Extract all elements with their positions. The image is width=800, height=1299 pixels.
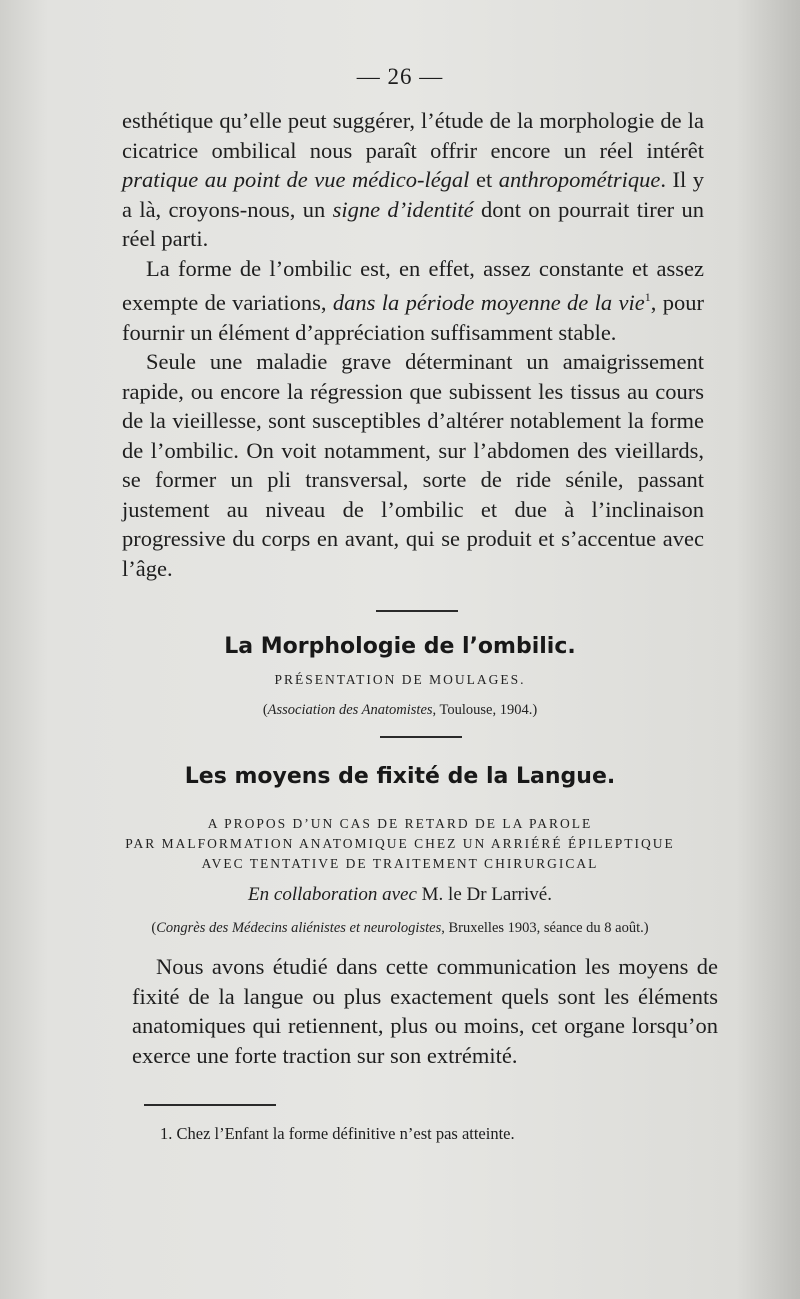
text-run: La forme de l’ombilic est, en effet, assez constante et assez exempte de variations, — [122, 255, 704, 315]
paragraph-1 — [122, 106, 704, 254]
italic-run: Congrès des Médecins aliénistes et neurologistes — [156, 920, 442, 936]
italic-run: pratique au point de vue médico-légal — [122, 167, 470, 192]
section-title-langue: Les moyens de fixité de la Langue. — [184, 764, 616, 789]
section-subtitle-line: AVEC TENTATIVE DE TRAITEMENT CHIRURGICAL — [201, 856, 599, 871]
paragraph-2 — [122, 254, 704, 348]
body-text-bottom — [132, 952, 718, 1070]
italic-run: Association des Anatomistes — [267, 702, 433, 718]
body-text-top — [122, 106, 704, 583]
text-run: , Toulouse, 1904.) — [432, 702, 538, 718]
section-subtitle-line: PAR MALFORMATION ANATOMIQUE CHEZ UN ARRIÉRÉ ÉPILEPTIQUE — [125, 836, 675, 851]
italic-run: anthropométrique — [498, 167, 661, 192]
footnote: 1. Chez l’Enfant la forme définitive n’est pas atteinte. — [160, 1124, 515, 1143]
text-run: ( — [151, 920, 157, 936]
section-citation — [0, 920, 800, 937]
italic-run: dans la période moyenne de la vie — [332, 290, 645, 315]
text-run: , pour fournir un élément d’appréciation suffisamment stable. — [122, 290, 704, 345]
collaboration-line — [0, 884, 800, 906]
footnote-rule — [144, 1104, 276, 1106]
section-citation — [0, 702, 800, 719]
page-number: — 26 — — [356, 64, 444, 89]
section-divider — [376, 610, 458, 612]
footnote-ref: 1 — [644, 290, 651, 304]
text-run: et — [469, 167, 499, 192]
section-subtitle-line: A PROPOS D’UN CAS DE RETARD DE LA PAROLE — [207, 816, 593, 831]
paragraph-3: Seule une maladie grave déterminant un amaigrissement rapide, ou encore la régression que subissent les tissus au cours de la vieillesse, sont susceptibles d’altérer notablement la forme de l’ombilic. On voit notamment, sur l’abdomen des vieillards, se former un pli transversal, sorte de ride sénile, passant justement au niveau de l’ombilic et due à l’inclinaison progressive du corps en avant, qui se produit et s’accentue avec l’âge. — [122, 349, 704, 581]
text-run: esthétique qu’elle peut suggérer, l’étude de la morphologie de la cicatrice ombilical nous paraît offrir encore un réel intérêt — [122, 108, 704, 163]
text-run: , Bruxelles 1903, séance du 8 août.) — [441, 920, 649, 936]
text-run: ( — [262, 702, 268, 718]
italic-run: signe d’identité — [332, 196, 474, 222]
text-run: M. le Dr Larrivé. — [416, 884, 552, 905]
text-run: dont on pourrait tirer un réel parti. — [122, 196, 705, 251]
text-run: . Il y a là, croyons-nous, un — [122, 167, 704, 222]
section-divider — [380, 736, 462, 738]
section-title-morphologie: La Morphologie de l’ombilic. — [224, 634, 576, 659]
paragraph-4: Nous avons étudié dans cette communication les moyens de fixité de la langue ou plus exactement quels sont les éléments anatomiques qui retiennent, plus ou moins, cet organe lorsqu’on exerce une forte traction sur son extrémité. — [132, 954, 718, 1068]
section-subtitle: PRÉSENTATION DE MOULAGES. — [274, 672, 526, 687]
italic-run: En collaboration avec — [248, 884, 417, 905]
